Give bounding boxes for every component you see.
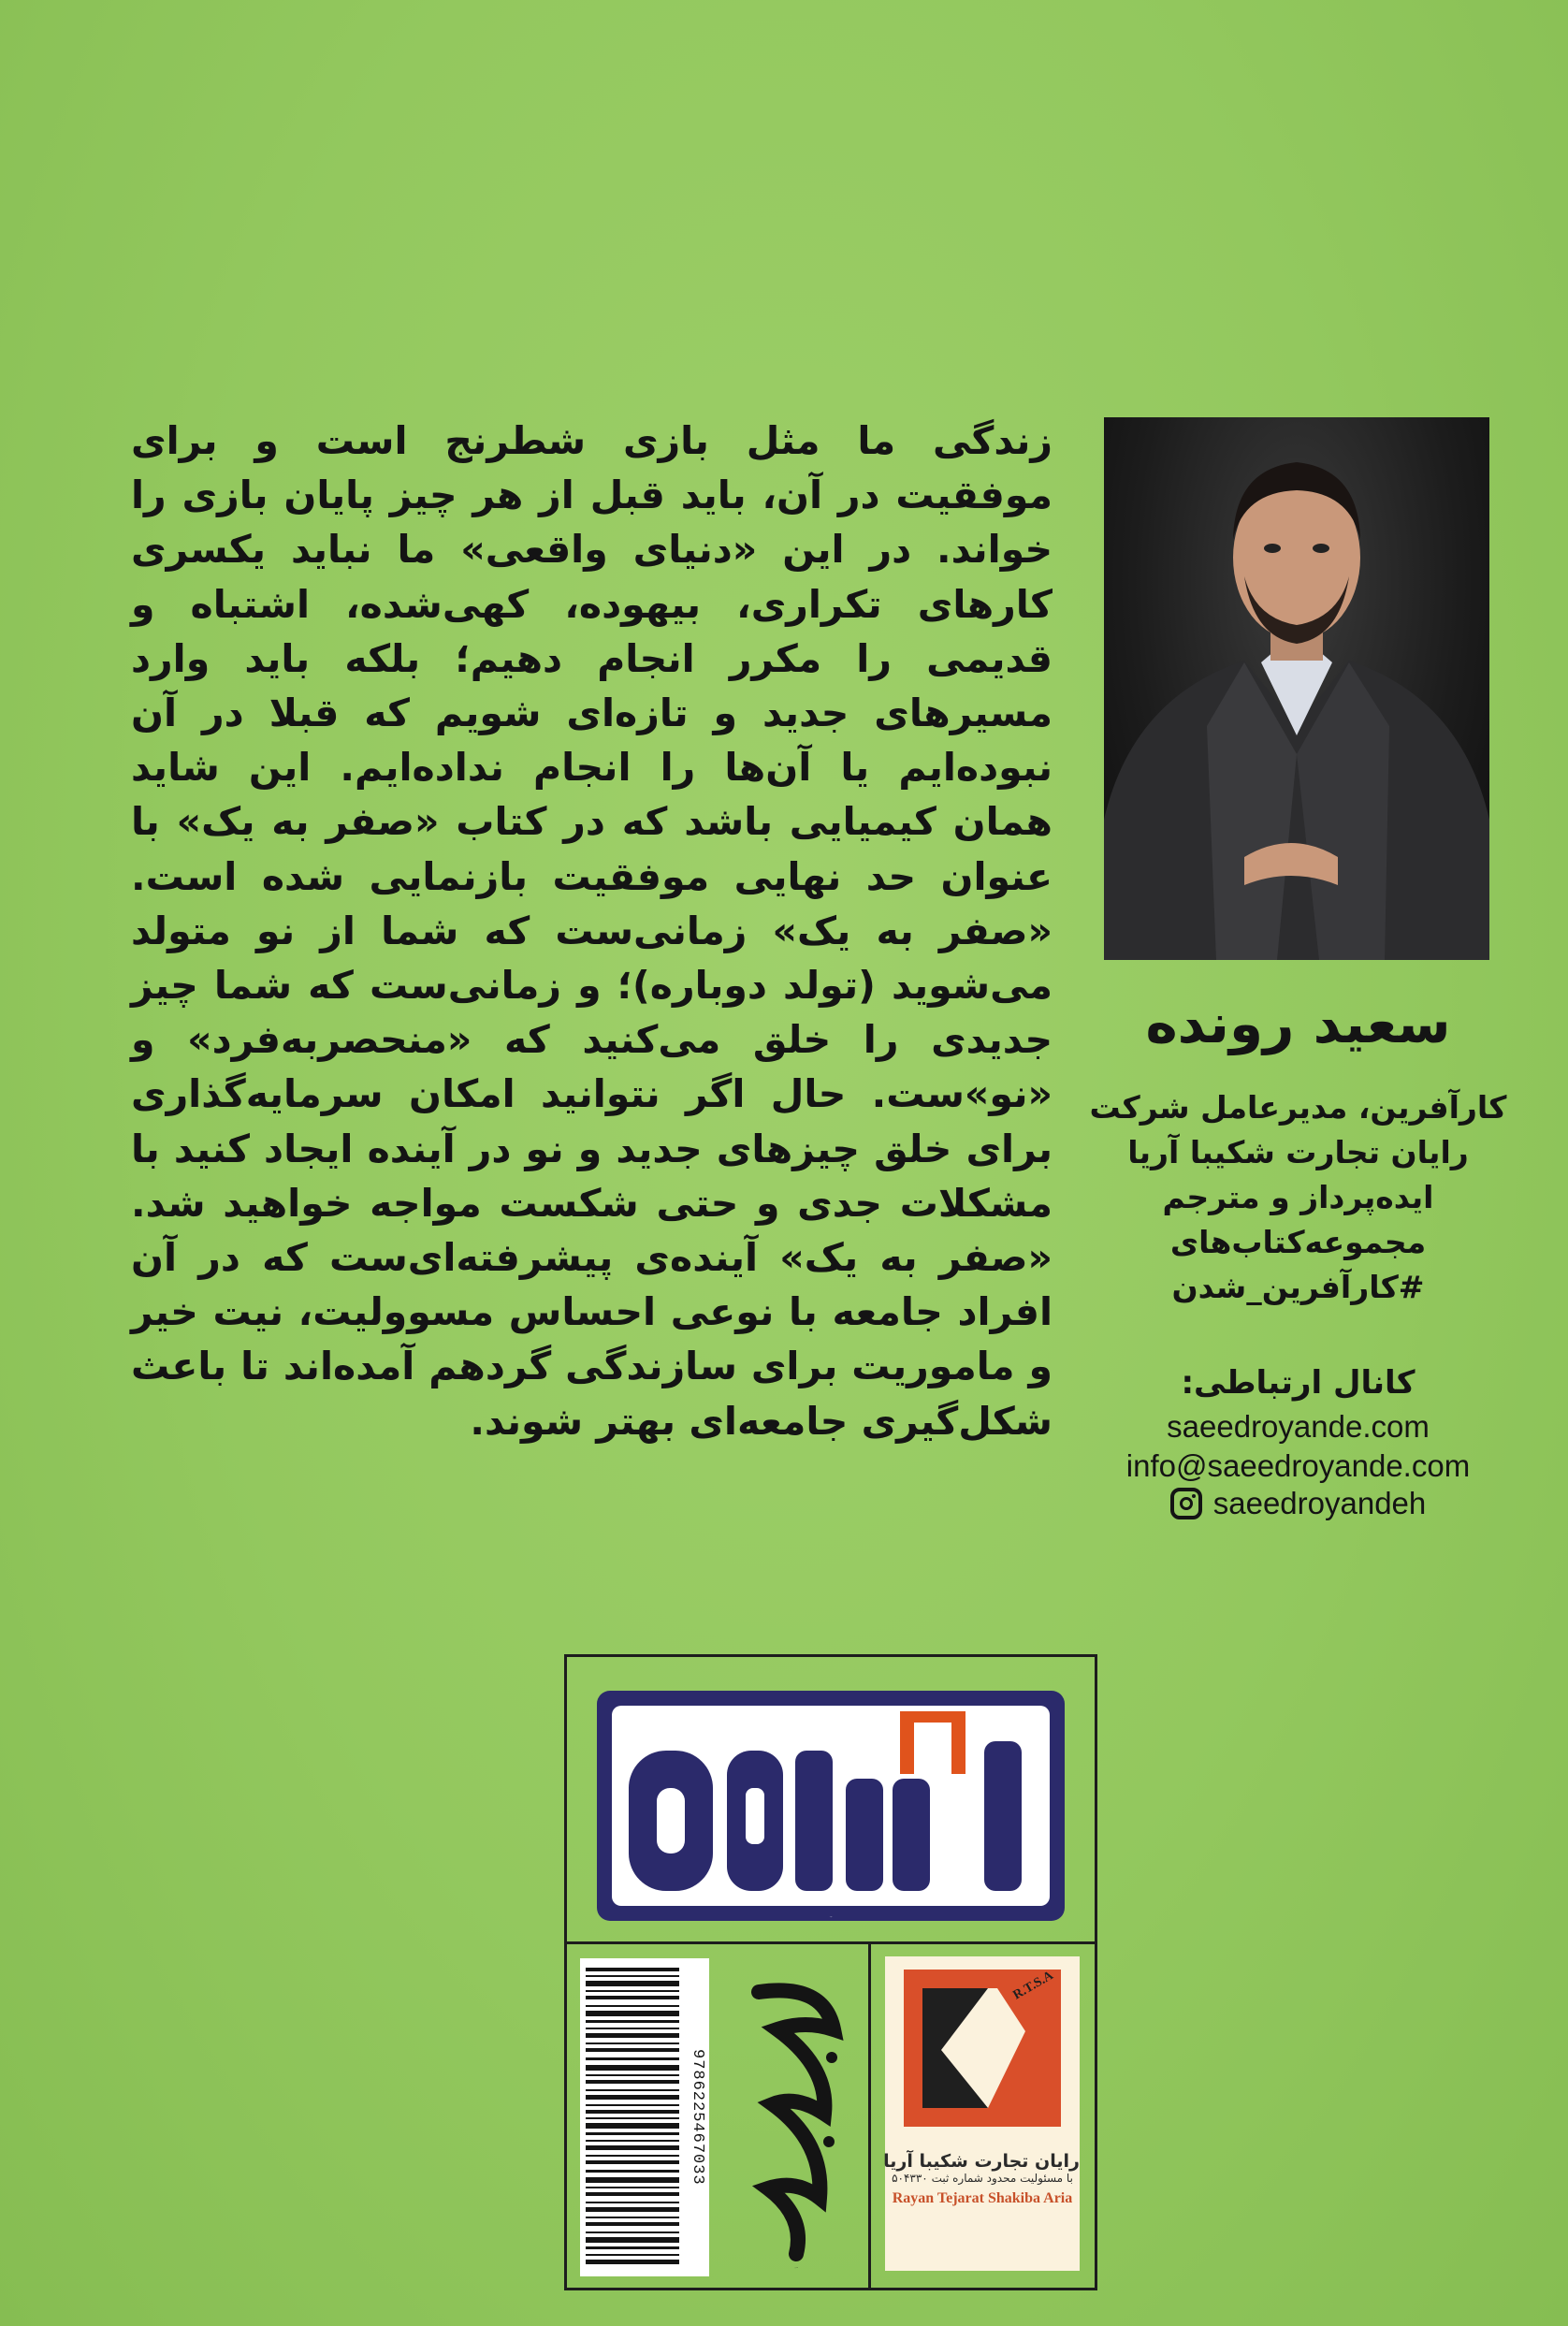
email-link: info@saeedroyande.com (1125, 1448, 1471, 1483)
contact-section (1076, 1364, 1520, 1521)
imprint-text: نگاه نوین (794, 2268, 798, 2269)
author-bio-line: مجموعه‌کتاب‌های (1169, 1224, 1427, 1260)
description-paragraph-2: «صفر به یک» زمانی‌ست که شما از نو متولد می‌شوید (تولد دوباره)؛ و زمانی‌ست که شما چیز جدیدی را خلق می‌کنید که «منحصربه‌فرد» و «نو»ست. حال اگر نتوانید امکان سرمایه‌گذاری برای خلق چیزهای جدید و نو در آینده ایجاد کنید با مشکلات جدی و حتی شکست مواجه خواهید شد. (131, 908, 1053, 1226)
barcode-bars (580, 1958, 685, 2276)
instagram-row (1076, 1486, 1520, 1521)
instagram-icon (1170, 1488, 1202, 1519)
series-logo-text: آلازده (829, 1917, 833, 1918)
rtsa-emblem (885, 1956, 1080, 2144)
author-name: سعید رونده (1145, 992, 1451, 1055)
isbn-barcode (580, 1958, 709, 2276)
instagram-handle: saeedroyandeh (1212, 1486, 1427, 1520)
author-photo (1104, 417, 1489, 960)
contact-label: کانال ارتباطی: (1181, 1364, 1416, 1402)
author-bio-line: ایده‌پرداز و مترجم (1162, 1179, 1434, 1215)
series-logo (591, 1685, 1070, 1926)
rtsa-name-fa: رایان تجارت شکیبا آریا (883, 2151, 1080, 2172)
description-paragraph-3: «صفر به یک» آینده‌ی پیشرفته‌ای‌ست که در آن افراد جامعه با نوعی احساس مسوولیت، نیت خیر و ماموریت برای سازندگی گردهم آمده‌اند تا باعث شکل‌گیری جامعه‌ای بهتر شوند. (131, 1235, 1053, 1444)
author-bio-line: #کارآفرین_شدن (1171, 1269, 1425, 1305)
imprint-logo (740, 1955, 852, 2273)
logo-divider (868, 1941, 871, 2290)
description-paragraph-1: زندگی ما مثل بازی شطرنج است و برای موفقیت در آن، باید قبل از هر چیز پایان بازی را خواند. در این «دنیای واقعی» ما نباید یکسری کارهای تکراری، بیهوده، کهی‌شده، اشتباه و قدیمی را مکرر انجام دهیم؛ بلکه باید وارد مسیرهای جدید و تازه‌ای شویم که قبلا در آن نبوده‌ایم یا آن‌ها را انجام نداده‌ایم. این شاید همان کیمیایی باشد که در کتاب «صفر به یک» با عنوان حد نهایی موفقیت بازنمایی شده است. (131, 418, 1053, 899)
rtsa-sub-fa: با مسئولیت محدود شماره ثبت ۵۰۴۳۳۰ (892, 2172, 1073, 2185)
rtsa-logo (885, 1956, 1080, 2271)
publisher-logo-box (564, 1654, 1097, 2290)
isbn-digits: 9786225467033 (689, 2049, 706, 2186)
website-link: saeedroyande.com (1167, 1409, 1430, 1444)
author-bio (1076, 1085, 1520, 1310)
book-description (131, 414, 1053, 1448)
author-portrait-image (1104, 417, 1489, 960)
author-bio-line: کارآفرین، مدیرعامل شرکت (1089, 1089, 1507, 1126)
logo-divider (567, 1941, 1095, 1944)
author-bio-line: رایان تجارت شکیبا آریا (1127, 1134, 1469, 1170)
rtsa-badge: R.T.S.A (1010, 1969, 1056, 2003)
rtsa-name-en: Rayan Tejarat Shakiba Aria (892, 2190, 1073, 2206)
